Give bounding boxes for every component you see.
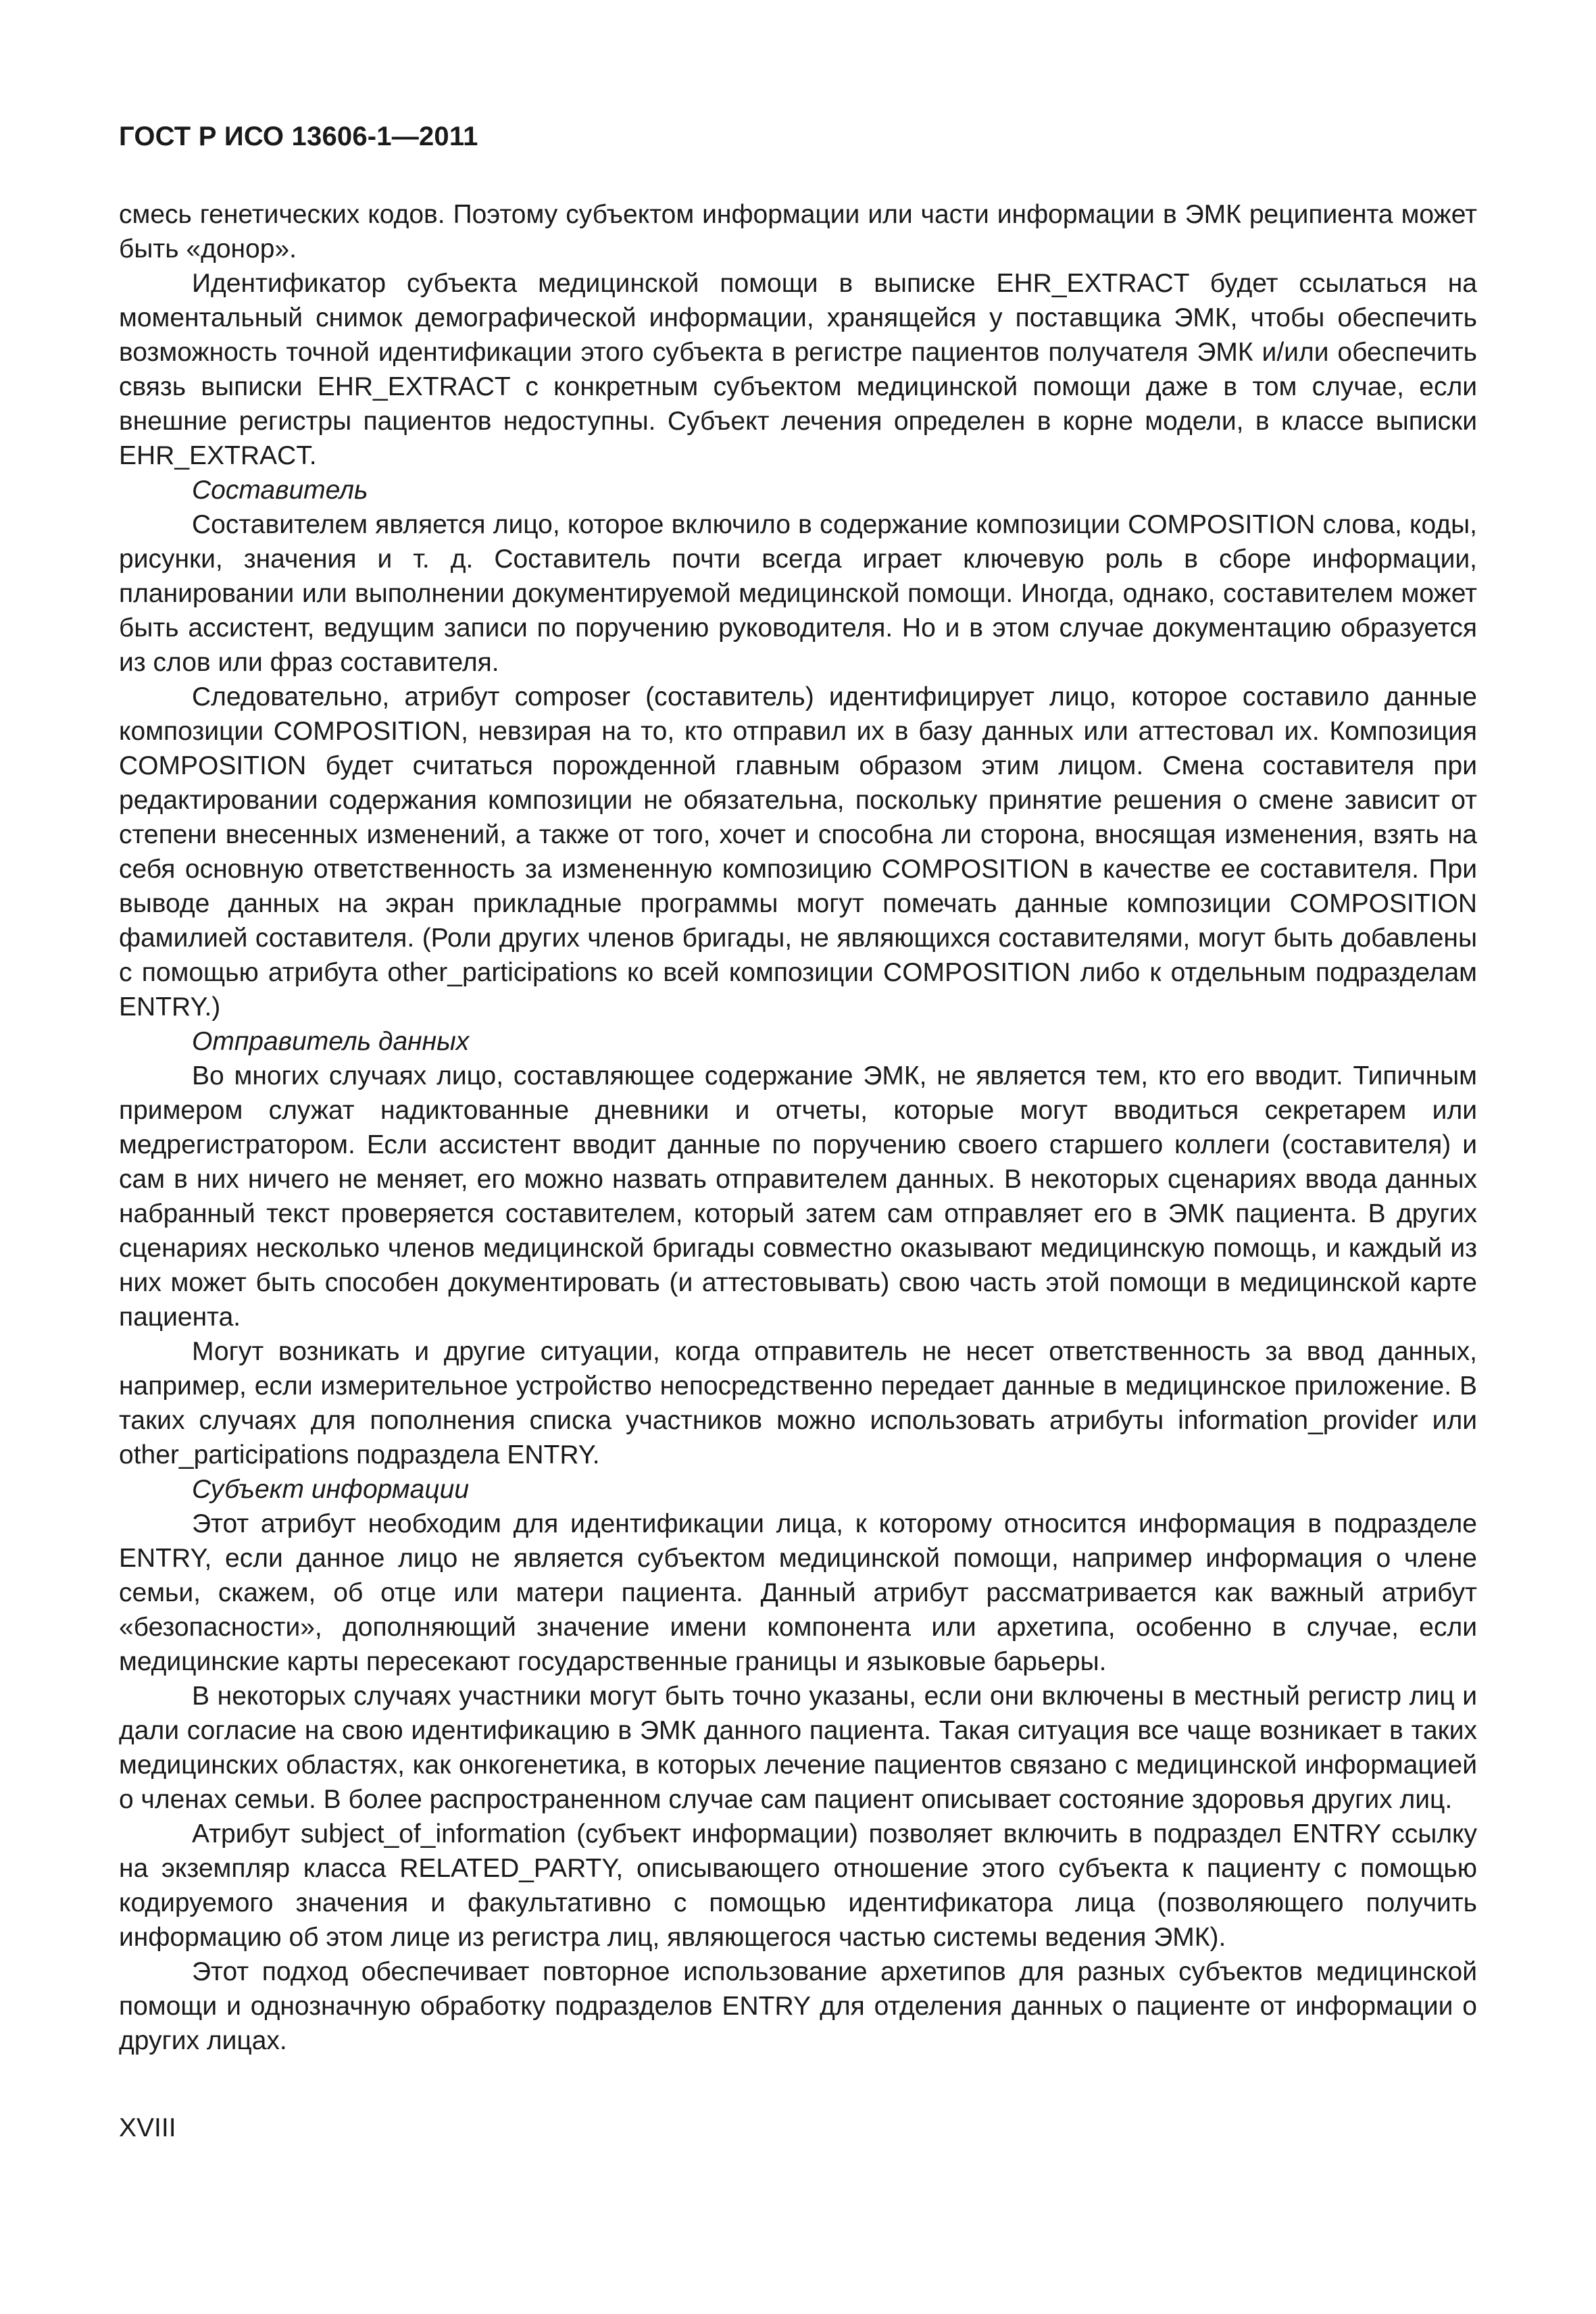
paragraph: Этот атрибут необходим для идентификации лица, к которому относится информация в подразделе ENTRY, если данное лицо не является субъектом медицинской помощи, например информация о члене семьи, скажем, об отце или матери пациента. Данный атрибут рассматривается как важный атрибут «безопасности», дополняющий значение имени компонента или архетипа, особенно в случае, если медицинские карты пересекают государственные границы и языковые барьеры. <box>119 1509 1477 1676</box>
paragraph: В некоторых случаях участники могут быть точно указаны, если они включены в местный регистр лиц и дали согласие на свою идентификацию в ЭМК данного пациента. Такая ситуация все чаще возникает в таких медицинских областях, как онкогенетика, в которых лечение пациентов связано с медицинской информацией о членах семьи. В более распространенном случае сам пациент описывает состояние здоровья других лиц. <box>119 1682 1477 1814</box>
paragraph-continuation: смесь генетических кодов. Поэтому субъектом информации или части информации в ЭМК реципиента может быть «донор». <box>119 200 1477 263</box>
document-header: ГОСТ Р ИСО 13606-1—2011 <box>119 122 478 151</box>
paragraph: Могут возникать и другие ситуации, когда отправитель не несет ответственность за ввод данных, например, если измерительное устройство непосредственно передает данные в медицинское приложение. В таких случаях для пополнения списка участников можно использовать атрибуты information_provider или other_participations подраздела ENTRY. <box>119 1337 1477 1469</box>
subheading-composer: Составитель <box>192 476 368 505</box>
document-body <box>119 197 1477 2058</box>
page-number: XVIII <box>119 2113 176 2142</box>
paragraph: Идентификатор субъекта медицинской помощи в выписке EHR_EXTRACT будет ссылаться на моментальный снимок демографической информации, хранящейся у поставщика ЭМК, чтобы обеспечить возможность точной идентификации этого субъекта в регистре пациентов получателя ЭМК и/или обеспечить связь выписки EHR_EXTRACT с конкретным субъектом медицинской помощи даже в том случае, если внешние регистры пациентов недоступны. Субъект лечения определен в корне модели, в классе выписки EHR_EXTRACT. <box>119 269 1477 470</box>
paragraph: Следовательно, атрибут composer (составитель) идентифицирует лицо, которое составило данные композиции COMPOSITION, невзирая на то, кто отправил их в базу данных или аттестовал их. Композиция COMPOSITION будет считаться порожденной главным образом этим лицом. Смена составителя при редактировании содержания композиции не обязательна, поскольку принятие решения о смене зависит от степени внесенных изменений, а также от того, хочет и способна ли сторона, вносящая изменения, взять на себя основную ответственность за измененную композицию COMPOSITION в качестве ее составителя. При выводе данных на экран прикладные программы могут помечать данные композиции COMPOSITION фамилией составителя. (Роли других членов бригады, не являющихся составителями, могут быть добавлены с помощью атрибута other_participations ко всей композиции COMPOSITION либо к отдельным подразделам ENTRY.) <box>119 682 1477 1022</box>
paragraph: Составителем является лицо, которое включило в содержание композиции COMPOSITION слова, коды, рисунки, значения и т. д. Составитель почти всегда играет ключевую роль в сборе информации, планировании или выполнении документируемой медицинской помощи. Иногда, однако, составителем может быть ассистент, ведущим записи по поручению руководителя. Но и в этом случае документацию образуется из слов или фраз составителя. <box>119 510 1477 677</box>
subheading-subject-of-information: Субъект информации <box>192 1475 470 1504</box>
paragraph: Во многих случаях лицо, составляющее содержание ЭМК, не является тем, кто его вводит. Типичным примером служат надиктованные дневники и отчеты, которые могут вводиться секретарем или медрегистратором. Если ассистент вводит данные по поручению своего старшего коллеги (составителя) и сам в них ничего не меняет, его можно назвать отправителем данных. В некоторых сценариях ввода данных набранный текст проверяется составителем, который затем сам отправляет его в ЭМК пациента. В других сценариях несколько членов медицинской бригады совместно оказывают медицинскую помощь, и каждый из них может быть способен документировать (и аттестовывать) свою часть этой помощи в медицинской карте пациента. <box>119 1061 1477 1332</box>
subheading-data-sender: Отправитель данных <box>192 1027 470 1056</box>
paragraph: Атрибут subject_of_information (субъект информации) позволяет включить в подраздел ENTRY ссылку на экземпляр класса RELATED_PARTY, описывающего отношение этого субъекта к пациенту с помощью кодируемого значения и факультативно с помощью идентификатора лица (позволяющего получить информацию об этом лице из регистра лиц, являющегося частью системы ведения ЭМК). <box>119 1819 1477 1952</box>
paragraph: Этот подход обеспечивает повторное использование архетипов для разных субъектов медицинской помощи и однозначную обработку подразделов ENTRY для отделения данных о пациенте от информации о других лицах. <box>119 1957 1477 2055</box>
